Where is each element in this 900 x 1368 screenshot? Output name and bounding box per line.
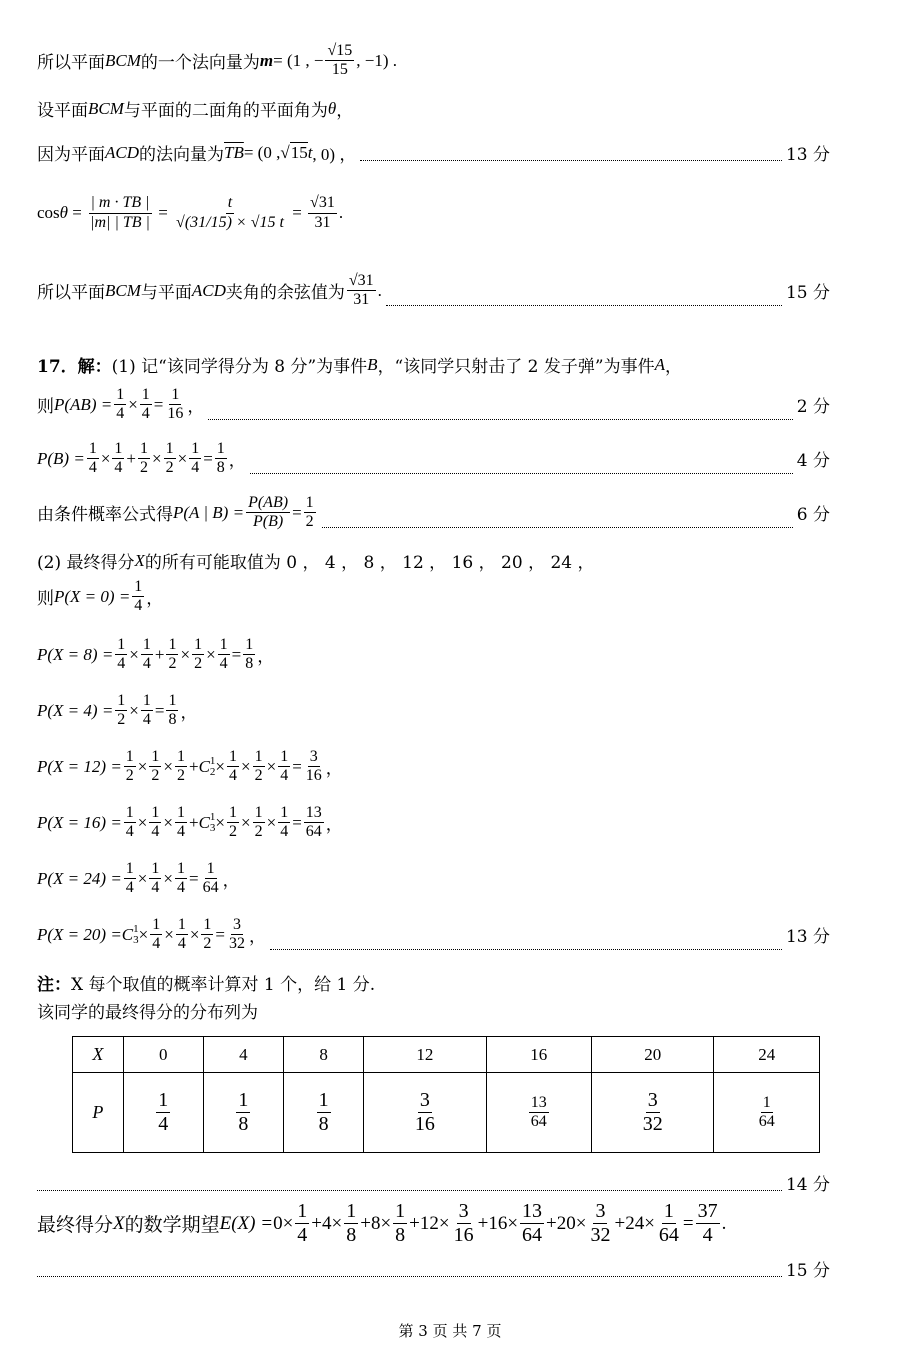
text: 因为平面 [37,145,105,165]
expression: P(X = 20) = [37,924,122,944]
dot-leader [270,949,782,950]
text: ， [180,703,198,724]
table-cell: $\frac{3}{16}$ [364,1073,486,1153]
dot-leader [208,419,792,420]
dot-leader [37,1190,782,1191]
line-cosine-formula: cos θ = $\frac{| m \cdot TB |}{|m| | TB |}$ = $\frac{t}{√(31/15) \times √15 t}$ = $\frac{√31}{31}$ . [37,194,344,231]
line-score-15 [37,1256,830,1281]
table-row [73,1073,820,1153]
table-cell: 20 [592,1037,714,1073]
distribution-table [72,1036,820,1153]
plane-name: BCM [105,50,141,70]
theta-symbol: θ [59,203,69,222]
text: 与平面的二面角的平面角为 [123,101,328,121]
text: 的法向量为 [139,145,224,165]
line-expectation: 最终得分 X 的数学期望 E(X) = 0× $\frac{1}{4}$ +4× $\frac{1}{8}$ +8× $\frac{1}{8}$ +12× $\frac{3}{16}$ +16× $\frac{13}{64}$ +20× $\frac{3}{32}$ +24× $\frac{1}{64}$ = $\frac{37}{4}$ . [37,1200,727,1246]
score: 13 分 [785,927,830,948]
dot-leader [37,1276,782,1277]
theta-symbol: θ [327,98,337,118]
vector-m: m [259,50,274,70]
expression: P(X = 12) = [37,756,122,776]
table-header-x: X [73,1037,124,1073]
table-cell: 8 [283,1037,363,1073]
table-cell: $\frac{1}{4}$ [123,1073,203,1153]
expression: P(X = 0) = [54,586,131,606]
text: ， [325,759,343,780]
text: 所以平面 [37,283,105,304]
table-cell: 12 [364,1037,486,1073]
line-px0: 则 P(X = 0) = $\frac{1}{4}$ ， [37,578,164,615]
text: 所以平面 [37,53,105,74]
score: 13 分 [785,145,830,165]
expression: P(A | B) = [173,502,245,522]
problem-number: 17．解： [37,357,112,377]
expression: E(X) = [219,1212,274,1234]
line-cosine-result [37,272,830,310]
line-normal-vector-acd: 因为平面 ACD 的法向量为 $\overline{TB}$ = (0 , √ 15 t , 0) ， 13 分 [37,140,830,165]
score: 15 分 [785,1261,830,1281]
table-cell: 0 [123,1037,203,1073]
sqrt-value: 15 [290,143,308,162]
table-cell: $\frac{13}{64}$ [486,1073,592,1153]
var-x: X [134,550,145,570]
fraction: $\frac{t}{√(31/15) \times √15 t}$ [176,194,284,231]
text: ， [187,397,205,418]
text: 由条件概率公式得 [37,505,173,526]
text: 设平面 [37,101,88,121]
table-row [73,1037,820,1073]
expression: P(AB) = [54,394,113,414]
text: = (0 , [243,142,281,162]
text: ， [257,647,275,668]
line-part-2 [37,548,830,573]
page-footer: 第 3 页 共 7 页 [398,1322,502,1340]
plane-name: BCM [105,280,141,300]
text: 最终得分 [37,1214,114,1236]
text: ， [664,357,682,377]
dot-leader [250,473,793,474]
plane-name: BCM [88,98,124,118]
score: 15 分 [785,283,830,304]
expression: P(X = 24) = [37,868,122,888]
score: 6 分 [796,505,830,526]
line-note [37,970,830,995]
line-normal-vector-bcm [37,42,830,80]
table-cell: $\frac{1}{8}$ [203,1073,283,1153]
dot-leader [360,160,782,161]
text: 夹角的余弦值为 [225,283,345,304]
text: , 0) ， [312,145,357,164]
text: ， [222,871,240,892]
text: , −1) . [356,50,397,70]
var-x: X [113,1212,125,1234]
fraction: $\frac{√31}{31}$ [310,194,335,231]
line-score-14 [37,1170,830,1195]
table-cell: $\frac{1}{8}$ [283,1073,363,1153]
text: ，“该同学只射击了 2 发子弹”为事件 [377,357,655,377]
line-px4: P(X = 4) = $\frac{1}{2}$ × $\frac{1}{4}$ = $\frac{1}{8}$ ， [37,692,198,729]
expression: P(X = 16) = [37,812,122,832]
text: . [721,1212,727,1234]
score: 2 分 [796,397,830,418]
fraction: $\frac{√31}{31}$ [348,272,374,309]
line-p-ab: 则 P(AB) = $\frac{1}{4}$ × $\frac{1}{4}$ = $\frac{1}{16}$ ， 2 分 [37,386,830,423]
score: 14 分 [785,1175,830,1195]
text: 的一个法向量为 [140,53,260,74]
text: 则 [37,589,54,610]
var-t: t [307,142,313,162]
text: ， [146,589,164,610]
plane-name: ACD [105,142,139,162]
text: 该同学的最终得分的分布列为 [37,1003,258,1023]
text: . [338,203,344,222]
table-cell: 4 [203,1037,283,1073]
table-cell: 16 [486,1037,592,1073]
dot-leader [322,527,793,528]
line-px16: P(X = 16) = $\frac{1}{4}$ × $\frac{1}{4}$ × $\frac{1}{4}$ + C 1 3 × $\frac{1}{2}$ × $\frac{1}{2}$ × $\frac{1}{4}$ = $\frac{13}{64}$ ， [37,804,343,841]
text: = (1 , − [273,50,324,70]
text: ， [228,451,246,472]
line-dihedral-angle [37,96,830,121]
vector-tb: $\overline{TB}$ [224,142,244,162]
text: ， [325,815,343,836]
expression: P(B) = [37,448,85,468]
expression: P(X = 4) = [37,700,114,720]
note-label: 注： [37,975,71,995]
line-dist-intro [37,998,830,1023]
table-cell: $\frac{3}{32}$ [592,1073,714,1153]
fraction: $\frac{| m \cdot TB |}{|m| | TB |}$ [90,194,150,231]
line-px20: P(X = 20) = C 1 3 × $\frac{1}{4}$ × $\frac{1}{4}$ × $\frac{1}{2}$ = $\frac{3}{32}$ ， 13 分 [37,916,830,953]
line-px8: P(X = 8) = $\frac{1}{4}$ × $\frac{1}{4}$ + $\frac{1}{2}$ × $\frac{1}{2}$ × $\frac{1}{4}$ = $\frac{1}{8}$ ， [37,636,275,673]
plane-name: ACD [191,280,226,300]
text: ， [249,927,267,948]
event-a: A [654,354,665,374]
text: 则 [37,397,54,418]
expression: P(X = 8) = [37,644,114,664]
fraction: $\frac{√15}{15}$ [327,42,353,79]
table-header-p: P [73,1073,124,1153]
text: 与平面 [140,283,192,304]
text: . [377,280,382,300]
line-px12: P(X = 12) = $\frac{1}{2}$ × $\frac{1}{2}$ × $\frac{1}{2}$ + C 1 2 × $\frac{1}{4}$ × $\frac{1}{2}$ × $\frac{1}{4}$ = $\frac{3}{16}$ ， [37,748,343,785]
line-conditional-prob: 由条件概率公式得 P(A | B) = $\frac{P(AB)}{P(B)}$ = $\frac{1}{2}$ 6 分 [37,494,830,531]
text: (1) 记“该同学得分为 8 分”为事件 [111,357,368,377]
text: 的所有可能取值为 0 ， 4 ， 8 ， 12 ， 16 ， 20 ， 24 ， [144,553,595,573]
text: (2) 最终得分 [37,553,135,573]
line-p-b: P(B) = $\frac{1}{4}$ × $\frac{1}{4}$ + $\frac{1}{2}$ × $\frac{1}{2}$ × $\frac{1}{4}$ = $\frac{1}{8}$ ， 4 分 [37,440,830,477]
text: cos [37,203,60,222]
table-cell: 24 [714,1037,820,1073]
table-cell: $\frac{1}{64}$ [714,1073,820,1153]
line-problem-17 [37,352,830,377]
text: ， [336,101,354,121]
event-b: B [367,354,378,374]
line-px24: P(X = 24) = $\frac{1}{4}$ × $\frac{1}{4}$ × $\frac{1}{4}$ = $\frac{1}{64}$ ， [37,860,240,897]
dot-leader [386,305,782,306]
note-text: X 每个取值的概率计算对 1 个，给 1 分. [71,975,376,995]
score: 4 分 [796,451,830,472]
text: 的数学期望 [124,1214,220,1236]
